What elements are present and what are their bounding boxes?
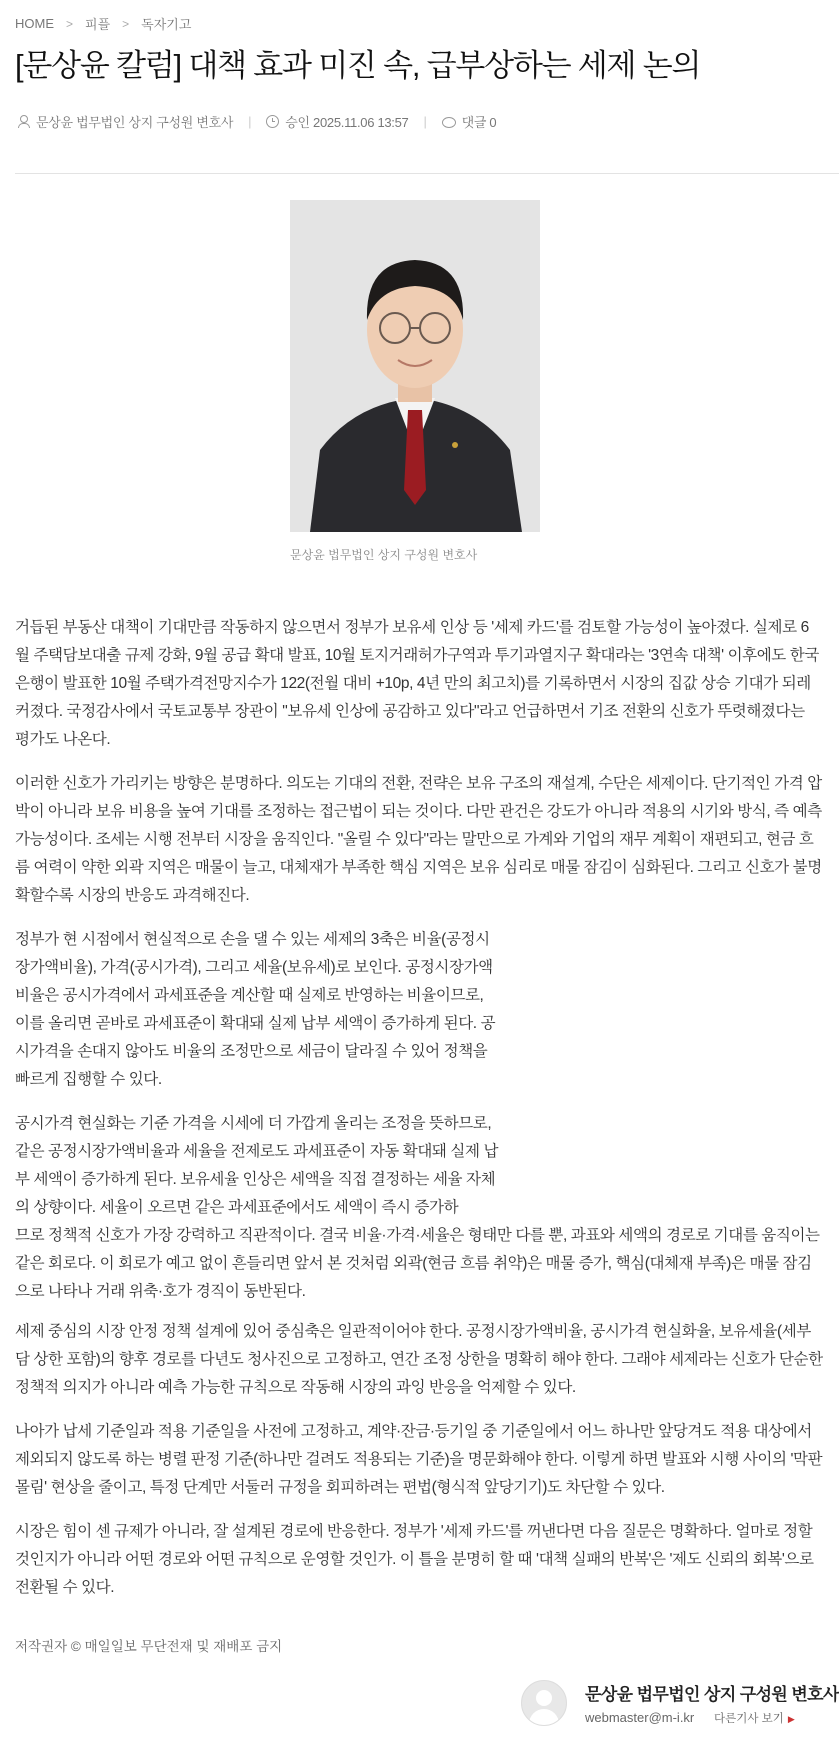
comment-icon [442,117,456,128]
author-email[interactable]: webmaster@m-i.kr [585,1710,695,1725]
more-articles-link[interactable] [714,1710,795,1726]
meta-comments[interactable]: 댓글 0 [461,115,497,130]
header-divider [15,173,839,174]
meta-approved: 승인 2025.11.06 13:57 [285,115,409,130]
article-paragraph: 이러한 신호가 가리키는 방향은 분명하다. 의도는 기대의 전환, 전략은 보유 구조의 재설계, 수단은 세제이다. 단기적인 가격 압박이 아니라 보유 비용을 높여 기대를 조정하는 접근법이 되는 것이다. 다만 관건은 강도가 아니라 적용의 시기와 방식, 즉 예측 가능성이다. 조세는 시행 전부터 시장을 움직인다. "올릴 수 있다"라는 말만으로 가계와 기업의 재무 계획이 재편되고, 현금 흐름 여력이 약한 외곽 지역은 매물이 늘고, 대체재가 부족한 핵심 지역은 보유 심리로 매물 잠김이 심화된다. 그리고 신호가 불명확할수록 시장의 반응도 과격해진다. [15,775,822,904]
breadcrumb-people[interactable]: 피플 [85,17,111,32]
article-paragraph: 거듭된 부동산 대책이 기대만큼 작동하지 않으면서 정부가 보유세 인상 등 '세제 카드'를 검토할 가능성이 높아졌다. 실제로 6월 주택담보대출 규제 강화, 9월 공급 확대 발표, 10월 토지거래허가구역과 투기과열지구 확대라는 '3연속 대책' 이후에도 한국은행이 발표한 10월 주택가격전망지수가 122(전월 대비 +10p, 4년 만의 최고치)를 기록하면서 시장의 집값 상승 기대가 되레 커졌다. 국정감사에서 국토교통부 장관이 "보유세 인상에 공감하고 있다"라고 언급하면서 기조 전환의 신호가 뚜렷해졌다는 평가도 나온다. [15,619,819,748]
breadcrumb [15,14,191,33]
article-paragraph: 시장은 힘이 센 규제가 아니라, 잘 설계된 경로에 반응한다. 정부가 '세제 카드'를 꺼낸다면 다음 질문은 명확하다. 얼마로 정할 것인지가 아니라 어떤 경로와 어떤 규칙으로 운영할 것인가. 이 틀을 분명히 할 때 '대책 실패의 반복'은 '제도 신뢰의 회복'으로 전환될 수 있다. [15,1523,814,1596]
meta-author: 문상윤 법무법인 상지 구성원 변호사 [36,115,234,130]
chevron-right-icon: > [122,16,130,31]
article-paragraph: 나아가 납세 기준일과 적용 기준일을 사전에 고정하고, 계약·잔금·등기일 중 기준일에서 어느 하나만 앞당겨도 적용 대상에서 제외되지 않도록 하는 병렬 판정 기준(하나만 걸려도 적용되는 기준)을 명문화해야 한다. 이렇게 하면 발표와 시행 사이의 '막판 몰림' 현상을 줄이고, 특정 단계만 서둘러 규정을 회피하려는 편법(형식적 앞당기기)도 차단할 수 있다. [15,1423,823,1496]
chevron-right-icon: > [66,16,74,31]
more-articles-label[interactable]: 다른기사 보기 [714,1713,784,1725]
meta-divider: | [248,114,252,129]
author-photo [290,200,540,532]
article-paragraph: 므로 정책적 신호가 가장 강력하고 직관적이다. 결국 비율·가격·세율은 형태만 다를 뿐, 과표와 세액의 경로로 기대를 움직이는 같은 회로다. 이 회로가 예고 없이 흔들리면 앞서 본 것처럼 외곽(현금 흐름 취약)은 매물 증가, 핵심(대체재 부족)은 매물 잠김으로 나타나 거래 위축·호가 경직이 동반된다. [15,1227,820,1300]
breadcrumb-reader-contribution[interactable]: 독자기고 [141,17,192,32]
copyright-notice: 저작권자 © 매일일보 무단전재 및 재배포 금지 [15,1639,283,1654]
article-paragraph: 공시가격 현실화는 기준 가격을 시세에 더 가깝게 올리는 조정을 뜻하므로, 같은 공정시장가액비율과 세율을 전제로도 과세표준이 자동 확대돼 실제 납부 세액이 증가하게 된다. 보유세율 인상은 세액을 직접 결정하는 세율 자체의 상향이다. 세율이 오르면 같은 과세표준에서도 세액이 즉시 증가하 [15,1115,499,1216]
article-paragraph: 세제 중심의 시장 안정 정책 설계에 있어 중심축은 일관적이어야 한다. 공정시장가액비율, 공시가격 현실화율, 보유세율(세부담 상한 포함)의 향후 경로를 다년도 청사진으로 고정하고, 연간 조정 상한을 명확히 해야 한다. 그래야 세제라는 신호가 단순한 정책적 의지가 아니라 예측 가능한 규칙으로 작동해 시장의 과잉 반응을 억제할 수 있다. [15,1323,823,1396]
article-meta [17,112,496,131]
arrow-right-icon: ▶ [787,1714,795,1724]
breadcrumb-home[interactable]: HOME [15,16,54,31]
page-title: [문상윤 칼럼] 대책 효과 미진 속, 급부상하는 세제 논의 [15,48,701,83]
photo-caption: 문상윤 법무법인 상지 구성원 변호사 [290,548,478,562]
meta-divider: | [423,114,427,129]
article-paragraph: 정부가 현 시점에서 현실적으로 손을 댈 수 있는 세제의 3축은 비율(공정시장가액비율), 가격(공시가격), 그리고 세율(보유세)로 보인다. 공정시장가액비율은 공시가격에서 과세표준을 계산할 때 실제로 반영하는 비율이므로, 이를 올리면 곧바로 과세표준이 확대돼 실제 납부 세액이 증가하게 된다. 공시가격을 손대지 않아도 비율의 조정만으로 세금이 달라질 수 있어 정책을 빠르게 집행할 수 있다. [15,931,496,1088]
avatar [521,1680,567,1726]
person-icon [17,115,30,128]
author-box [521,1680,839,1736]
author-portrait-image [290,200,540,532]
clock-icon [266,115,279,128]
author-name: 문상윤 법무법인 상지 구성원 변호사 [585,1685,839,1704]
